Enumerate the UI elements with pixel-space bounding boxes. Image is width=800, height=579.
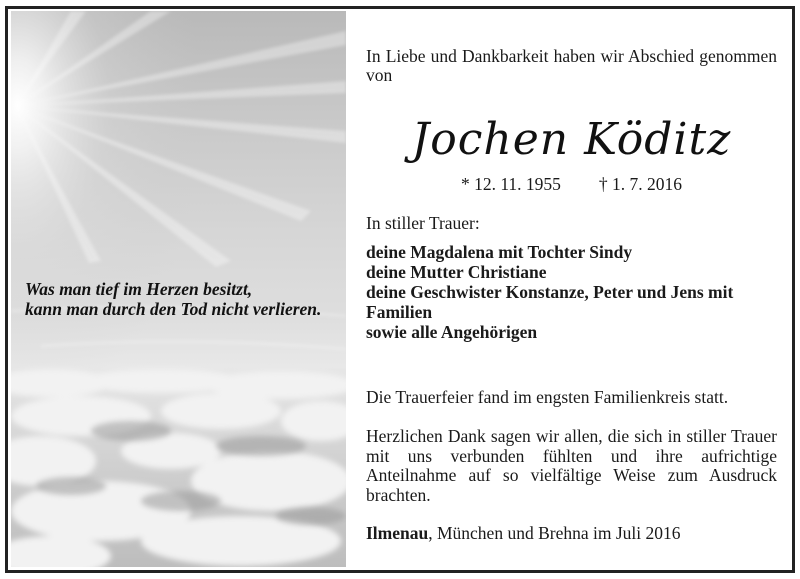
life-dates (366, 174, 777, 194)
list-item: sowie alle Angehörigen (366, 322, 538, 342)
service-notice: Die Trauerfeier fand im engsten Familienkreis statt. (366, 387, 729, 407)
list-item: deine Magdalena mit Tochter Sindy (366, 242, 633, 262)
quote-line-1: Was man tief im Herzen besitzt, (25, 279, 253, 299)
mourners-list (366, 242, 777, 342)
deceased-name: Jochen Köditz (411, 114, 732, 165)
thanks-text: Herzlichen Dank sagen wir allen, die sich in stiller Trauer mit uns verbunden fühlten und ihre aufrichtige Anteilnahme auf so vielfältige Weise zum Ausdruck brachten. (366, 426, 777, 505)
list-item: deine Geschwister Konstanze, Peter und Jens mit Familien (366, 282, 734, 322)
intro-text: In Liebe und Dankbarkeit haben wir Abschied genommen von (366, 46, 777, 85)
place-city: Ilmenau (366, 523, 429, 543)
mourning-label: In stiller Trauer: (366, 213, 480, 233)
memorial-quote (25, 279, 345, 319)
list-item: deine Mutter Christiane (366, 262, 547, 282)
death-date: † 1. 7. 2016 (598, 174, 683, 194)
quote-line-2: kann man durch den Tod nicht verlieren. (25, 299, 322, 319)
place-and-date (366, 523, 777, 543)
birth-date: * 12. 11. 1955 (460, 174, 561, 194)
sky-clouds-sunburst-photo (11, 11, 346, 567)
place-rest: , München und Brehna im Juli 2016 (428, 523, 681, 543)
